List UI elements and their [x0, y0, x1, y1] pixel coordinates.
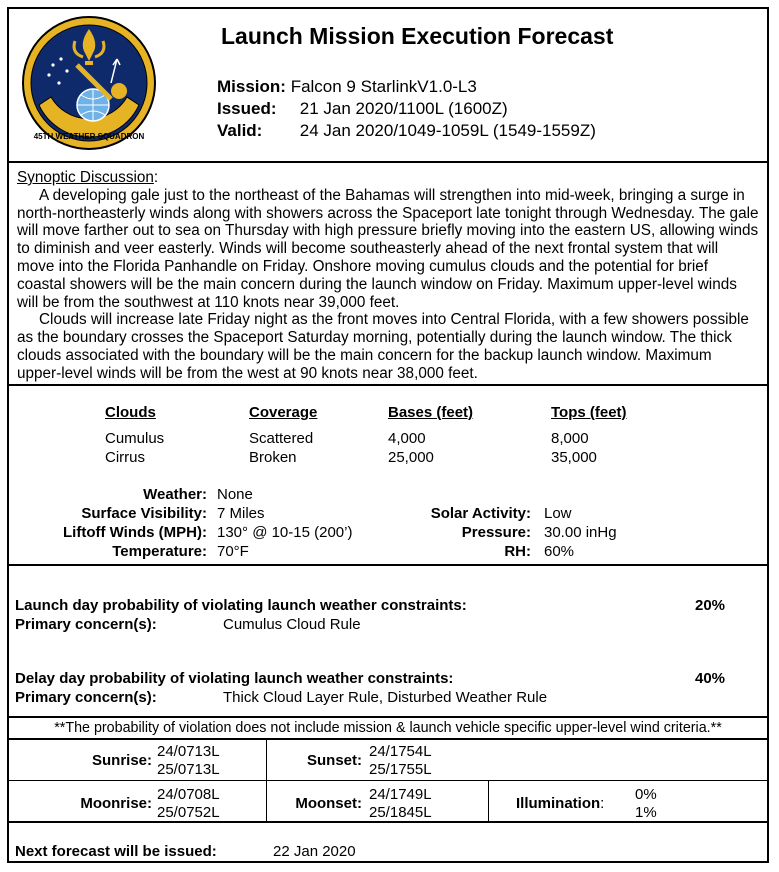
- weather-value: None: [217, 486, 253, 503]
- mission-line: [217, 77, 477, 97]
- valid-line: [217, 121, 596, 141]
- next-forecast-label: Next forecast will be issued:: [15, 843, 217, 860]
- delay-probability-value: 40%: [695, 670, 726, 687]
- weather-label: Weather:: [143, 486, 207, 503]
- launch-concern-value: Cumulus Cloud Rule: [223, 616, 361, 633]
- squadron-logo: [19, 13, 159, 153]
- delay-concern-value: Thick Cloud Layer Rule, Disturbed Weather Rule: [223, 689, 548, 706]
- mission-label: Mission:: [217, 77, 286, 96]
- next-forecast-section: [9, 821, 767, 863]
- solar-activity-value: Low: [544, 505, 572, 522]
- visibility-label: Surface Visibility:: [81, 505, 207, 522]
- liftoff-winds-value: 130° @ 10-15 (200’): [217, 524, 353, 541]
- divider: [9, 780, 767, 781]
- moonrise-time-1: 24/0708L: [157, 786, 220, 803]
- issued-value: 21 Jan 2020/1100L (1600Z): [299, 99, 508, 118]
- launch-probability-value: 20%: [695, 597, 726, 614]
- cloud-coverage-cell: Scattered: [249, 430, 314, 447]
- conditions-section: [9, 384, 767, 564]
- issued-label: Issued:: [217, 99, 277, 118]
- next-forecast-value: 22 Jan 2020: [273, 843, 356, 860]
- cloud-bases-cell: 4,000: [388, 430, 426, 447]
- cloud-coverage-cell: Broken: [249, 449, 297, 466]
- valid-value: 24 Jan 2020/1049-1059L (1549-1559Z): [299, 121, 596, 140]
- rh-label: RH:: [504, 543, 531, 560]
- delay-concern-label: Primary concern(s):: [15, 689, 157, 706]
- illumination-value-2: 1%: [635, 804, 657, 821]
- cloud-tops-cell: 8,000: [551, 430, 589, 447]
- valid-label: Valid:: [217, 121, 263, 140]
- moonset-time-1: 24/1749L: [369, 786, 432, 803]
- moonrise-time-2: 25/0752L: [157, 804, 220, 821]
- temperature-value: 70°F: [217, 543, 249, 560]
- divider: [266, 740, 267, 823]
- visibility-value: 7 Miles: [217, 505, 265, 522]
- issued-line: [217, 99, 508, 119]
- sunrise-label: Sunrise:: [91, 752, 152, 769]
- tops-header: Tops (feet): [551, 404, 627, 421]
- illumination-value-1: 0%: [635, 786, 657, 803]
- forecast-document: [7, 7, 769, 863]
- launch-concern-label: Primary concern(s):: [15, 616, 157, 633]
- upper-level-wind-note: **The probability of violation does not include mission & launch vehicle specific upper-level wind criteria.**: [9, 716, 767, 738]
- illumination-label: Illumination: [516, 795, 601, 812]
- sunset-time-2: 25/1755L: [369, 761, 432, 778]
- pressure-value: 30.00 inHg: [544, 524, 617, 541]
- synoptic-paragraph-2: Clouds will increase late Friday night as the front moves into Central Florida, with a few showers possible as the boundary crosses the Spaceport Saturday morning, potentially during the launch window. The thick clouds associated with the boundary will be the main concern for the backup launch window. Maximum upper-level winds will be from the west at 90 knots near 38,000 feet.: [17, 311, 749, 382]
- cloud-type-cell: Cumulus: [105, 430, 165, 447]
- launch-probability-label: Launch day probability of violating launch weather constraints:: [15, 597, 467, 614]
- liftoff-winds-label: Liftoff Winds (MPH):: [63, 524, 207, 541]
- divider: [488, 781, 489, 823]
- sunrise-time-2: 25/0713L: [157, 761, 220, 778]
- page-title: Launch Mission Execution Forecast: [221, 23, 614, 49]
- sunrise-time-1: 24/0713L: [157, 743, 220, 760]
- mission-value: Falcon 9 StarlinkV1.0-L3: [290, 77, 477, 96]
- sunset-time-1: 24/1754L: [369, 743, 432, 760]
- moonset-label: Moonset:: [295, 795, 362, 812]
- rh-value: 60%: [544, 543, 575, 560]
- sunset-label: Sunset:: [306, 752, 362, 769]
- cloud-tops-cell: 35,000: [551, 449, 597, 466]
- synoptic-discussion: [9, 161, 767, 384]
- header: [9, 9, 767, 161]
- synoptic-colon: :: [153, 169, 159, 186]
- temperature-label: Temperature:: [112, 543, 207, 560]
- illumination-colon: :: [600, 795, 605, 812]
- clouds-header: Clouds: [105, 404, 156, 421]
- illumination-label-group: [516, 795, 604, 812]
- bases-header: Bases (feet): [388, 404, 474, 421]
- pressure-label: Pressure:: [461, 524, 531, 541]
- coverage-header: Coverage: [249, 404, 318, 421]
- moonrise-label: Moonrise:: [80, 795, 152, 812]
- solar-activity-label: Solar Activity:: [430, 505, 531, 522]
- synoptic-paragraph-1: A developing gale just to the northeast of the Bahamas will strengthen into mid-week, bringing a surge in north-northeasterly winds along with showers across the Spaceport late tonight through Wednesday. The gale will move farther out to sea on Thursday with high pressure briefly moving into the eastern US, allowing winds to diminish and veer easterly. Winds will become southeasterly ahead of the next frontal system that will move into the Florida Panhandle on Friday. Onshore moving cumulus clouds and the potential for brief coastal showers will be the main concern during the launch window on Friday. Maximum upper-level winds will be from the southwest at 110 knots near 39,000 feet.: [17, 186, 759, 311]
- cloud-bases-cell: 25,000: [388, 449, 434, 466]
- astronomical-section: [9, 738, 767, 821]
- cloud-type-cell: Cirrus: [105, 449, 145, 466]
- delay-probability-label: Delay day probability of violating launch weather constraints:: [15, 670, 454, 687]
- probability-section: [9, 564, 767, 716]
- moonset-time-2: 25/1845L: [369, 804, 432, 821]
- synoptic-label: Synoptic Discussion: [17, 169, 154, 186]
- svg-text:45TH WEATHER SQUADRON: 45TH WEATHER SQUADRON: [33, 132, 145, 141]
